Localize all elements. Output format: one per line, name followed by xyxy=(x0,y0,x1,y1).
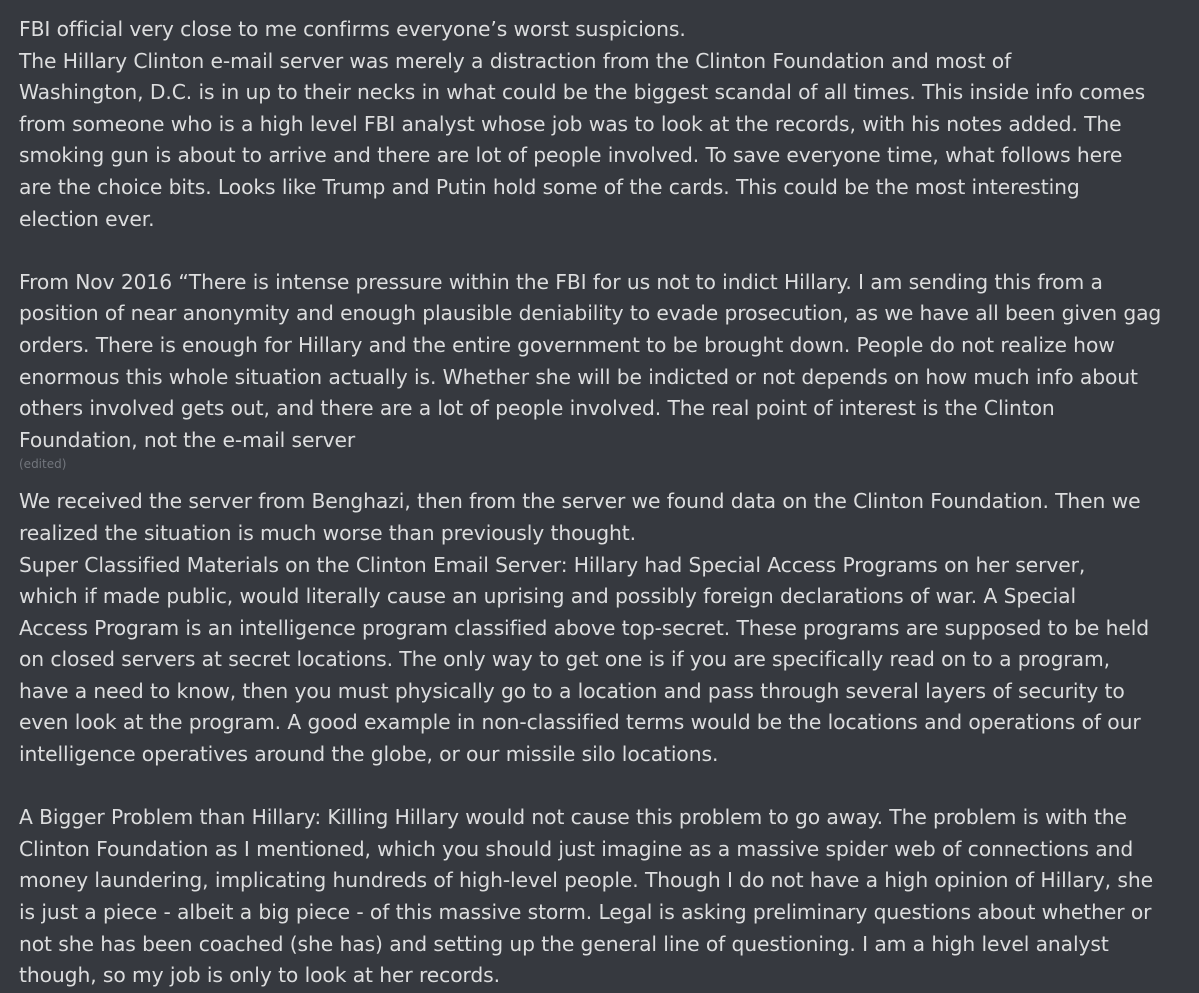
message-line: A Bigger Problem than Hillary: Killing Hillary would not cause this problem to go away. The problem is with the xyxy=(19,805,1127,830)
message-line: not she has been coached (she has) and setting up the general line of questioning. I am a high level analyst xyxy=(19,931,1109,956)
message-line: have a need to know, then you must physically go to a location and pass through several layers of security to xyxy=(19,678,1125,703)
message-line: is just a piece - albeit a big piece - of this massive storm. Legal is asking preliminary questions about whether or xyxy=(19,900,1152,925)
paragraph-gap xyxy=(19,235,1181,267)
message-line: enormous this whole situation actually is. Whether she will be indicted or not depends on how much info about xyxy=(19,364,1138,389)
message-line: are the choice bits. Looks like Trump and Putin hold some of the cards. This could be the most interesting xyxy=(19,174,1080,199)
message-line: smoking gun is about to arrive and there are lot of people involved. To save everyone time, what follows here xyxy=(19,143,1123,168)
message-line: on closed servers at secret locations. The only way to get one is if you are specifically read on to a program, xyxy=(19,647,1110,672)
message-line: realized the situation is much worse than previously thought. xyxy=(19,520,636,545)
chat-message-1[interactable] xyxy=(19,14,1181,471)
message-line: Foundation, not the e-mail server xyxy=(19,427,356,452)
message-line: orders. There is enough for Hillary and the entire government to be brought down. People do not realize how xyxy=(19,332,1115,357)
message-line: election ever. xyxy=(19,206,155,231)
message-content xyxy=(19,486,1181,992)
message-content xyxy=(19,14,1181,456)
edited-indicator: (edited) xyxy=(19,457,67,472)
message-line: even look at the program. A good example in non-classified terms would be the locations and operations of our xyxy=(19,710,1141,735)
message-line: Washington, D.C. is in up to their necks in what could be the biggest scandal of all times. This inside info comes xyxy=(19,80,1146,105)
chat-message-2[interactable] xyxy=(19,486,1181,992)
message-line: Super Classified Materials on the Clinton Email Server: Hillary had Special Access Programs on her server, xyxy=(19,552,1086,577)
message-line: position of near anonymity and enough plausible deniability to evade prosecution, as we have all been given gag xyxy=(19,301,1162,326)
message-line: though, so my job is only to look at her records. xyxy=(19,963,500,988)
message-line: FBI official very close to me confirms everyone’s worst suspicions. xyxy=(19,17,686,41)
message-line: from someone who is a high level FBI analyst whose job was to look at the records, with his notes added. The xyxy=(19,111,1122,136)
message-line: which if made public, would literally cause an uprising and possibly foreign declarations of war. A Special xyxy=(19,584,1076,609)
message-line: money laundering, implicating hundreds of high-level people. Though I do not have a high opinion of Hillary, she xyxy=(19,868,1153,893)
message-line: Clinton Foundation as I mentioned, which you should just imagine as a massive spider web of connections and xyxy=(19,836,1134,861)
message-line: From Nov 2016 “There is intense pressure within the FBI for us not to indict Hillary. I am sending this from a xyxy=(19,269,1103,294)
paragraph-gap xyxy=(19,771,1181,803)
message-line: others involved gets out, and there are a lot of people involved. The real point of interest is the Clinton xyxy=(19,396,1055,421)
message-line: The Hillary Clinton e-mail server was merely a distraction from the Clinton Foundation and most of xyxy=(19,48,1012,73)
message-line: We received the server from Benghazi, then from the server we found data on the Clinton Foundation. Then we xyxy=(19,489,1141,514)
message-line: intelligence operatives around the globe, or our missile silo locations. xyxy=(19,742,719,767)
message-line: Access Program is an intelligence program classified above top-secret. These programs are supposed to be held xyxy=(19,615,1150,640)
